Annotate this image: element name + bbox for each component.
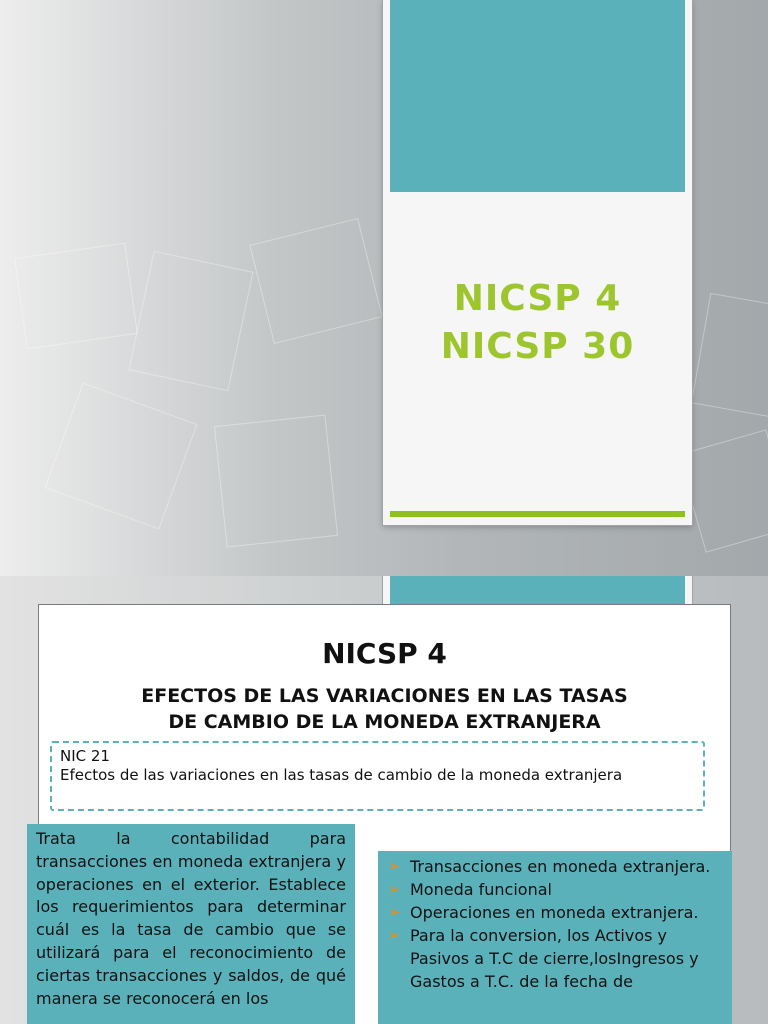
arrow-right-icon: ➢ [388,903,401,921]
background-pattern [691,293,768,419]
title-line: NICSP 4 [453,278,622,319]
arrow-right-icon: ➢ [388,880,401,898]
reference-code: NIC 21 [60,747,110,765]
list-item [386,901,724,924]
background-pattern [45,383,198,530]
list-item [386,878,724,901]
teal-header-block [390,0,685,192]
green-accent-bar [390,511,685,517]
list-item-text: Operaciones en moneda extranjera. [410,903,699,922]
background-pattern [214,414,338,547]
panel-title: NICSP 4 [322,637,447,670]
subtitle-line: EFECTOS DE LAS VARIACIONES EN LAS TASAS [141,685,628,707]
subtitle-line: DE CAMBIO DE LA MONEDA EXTRANJERA [168,711,601,733]
list-item [386,924,724,993]
arrow-right-icon: ➢ [388,857,401,875]
reference-box [50,741,705,811]
panel-subtitle [39,683,730,735]
content-slide [0,576,768,1024]
list-item-text: Moneda funcional [410,880,552,899]
background-pattern [128,251,253,392]
topics-list [386,855,724,993]
topics-box [378,851,732,1024]
title-card [383,0,692,525]
background-pattern [249,218,382,344]
list-item-text: Transacciones en moneda extranjera. [410,857,711,876]
list-item-text: Para la conversion, los Activos y Pasivos a T.C de cierre,losIngresos y Gastos a T.C. de la fecha de [410,926,699,991]
title-line: NICSP 30 [440,326,635,367]
description-box: Trata la contabilidad para transacciones en moneda extranjera y operaciones en el exterior. Establece los requerimientos para determinar cuál es la tasa de cambio que se utilizará para el reconocimiento de ciertas transacciones y saldos, de qué manera se reconocerá en los [27,824,355,1024]
list-item [386,855,724,878]
reference-description: Efectos de las variaciones en las tasas de cambio de la moneda extranjera [60,766,623,784]
slide-title [383,275,692,371]
background-pattern [14,243,138,350]
arrow-right-icon: ➢ [388,926,401,944]
